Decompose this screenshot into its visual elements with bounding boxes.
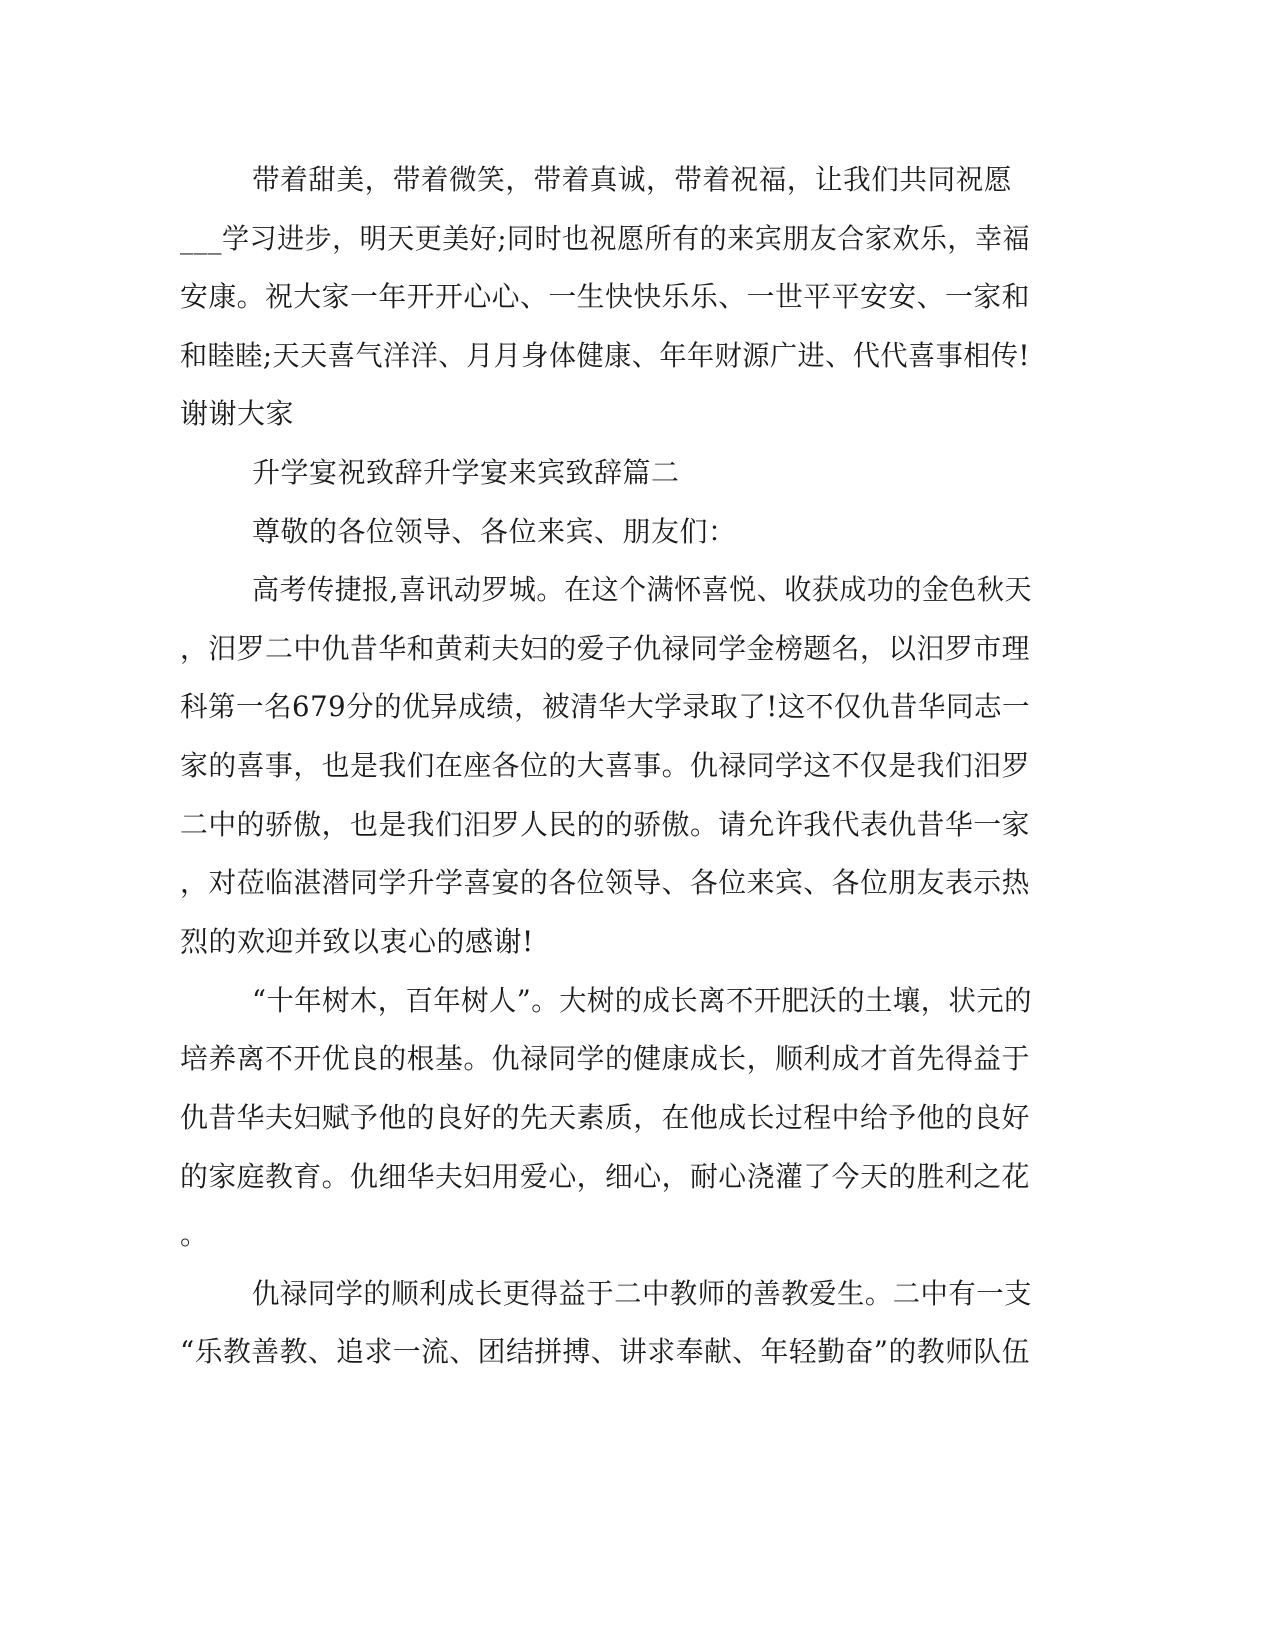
text-line: 带着甜美，带着微笑，带着真诚，带着祝福，让我们共同祝愿 (252, 163, 1012, 196)
text-line: 二中的骄傲，也是我们汨罗人民的的骄傲。请允许我代表仇昔华一家 (180, 808, 1030, 841)
text-line: 的家庭教育。仇细华夫妇用爱心，细心，耐心浇灌了今天的胜利之花 (180, 1160, 1030, 1193)
text-line: 培养离不开优良的根基。仇禄同学的健康成长，顺利成才首先得益于 (180, 1042, 1030, 1075)
text-line: “十年树木，百年树人”。大树的成长离不开肥沃的土壤，状元的 (252, 984, 1032, 1017)
section-heading: 升学宴祝致辞升学宴来宾致辞篇二 (252, 456, 680, 489)
text-line: 高考传捷报,喜讯动罗城。在这个满怀喜悦、收获成功的金色秋天 (252, 573, 1033, 606)
text-line: 谢谢大家 (180, 397, 295, 430)
text-line: ，汨罗二中仇昔华和黄莉夫妇的爱子仇禄同学金榜题名，以汨罗市理 (180, 632, 1030, 665)
text-line: 仇禄同学的顺利成长更得益于二中教师的善教爱生。二中有一支 (252, 1277, 1032, 1310)
text-line: ，对莅临湛潜同学升学喜宴的各位领导、各位来宾、各位朋友表示热 (180, 866, 1030, 899)
text-line: 和睦睦;天天喜气洋洋、月月身体健康、年年财源广进、代代喜事相传! (180, 339, 1030, 372)
text-line: 烈的欢迎并致以衷心的感谢! (180, 925, 534, 958)
text-line: ___学习进步，明天更美好;同时也祝愿所有的来宾朋友合家欢乐，幸福 (180, 222, 1031, 255)
salutation-line: 尊敬的各位领导、各位来宾、朋友们： (252, 515, 737, 548)
text-line: 家的喜事，也是我们在座各位的大喜事。仇禄同学这不仅是我们汨罗 (180, 749, 1030, 782)
text-line: “乐教善教、追求一流、团结拼搏、讲求奉献、年轻勤奋”的教师队伍 (180, 1335, 1030, 1368)
text-line: 。 (180, 1218, 209, 1251)
text-line: 安康。祝大家一年开开心心、一生快快乐乐、一世平平安安、一家和 (180, 280, 1030, 313)
text-line: 仇昔华夫妇赋予他的良好的先天素质，在他成长过程中给予他的良好 (180, 1101, 1030, 1134)
text-line: 科第一名679分的优异成绩，被清华大学录取了!这不仅仇昔华同志一 (180, 690, 1031, 723)
